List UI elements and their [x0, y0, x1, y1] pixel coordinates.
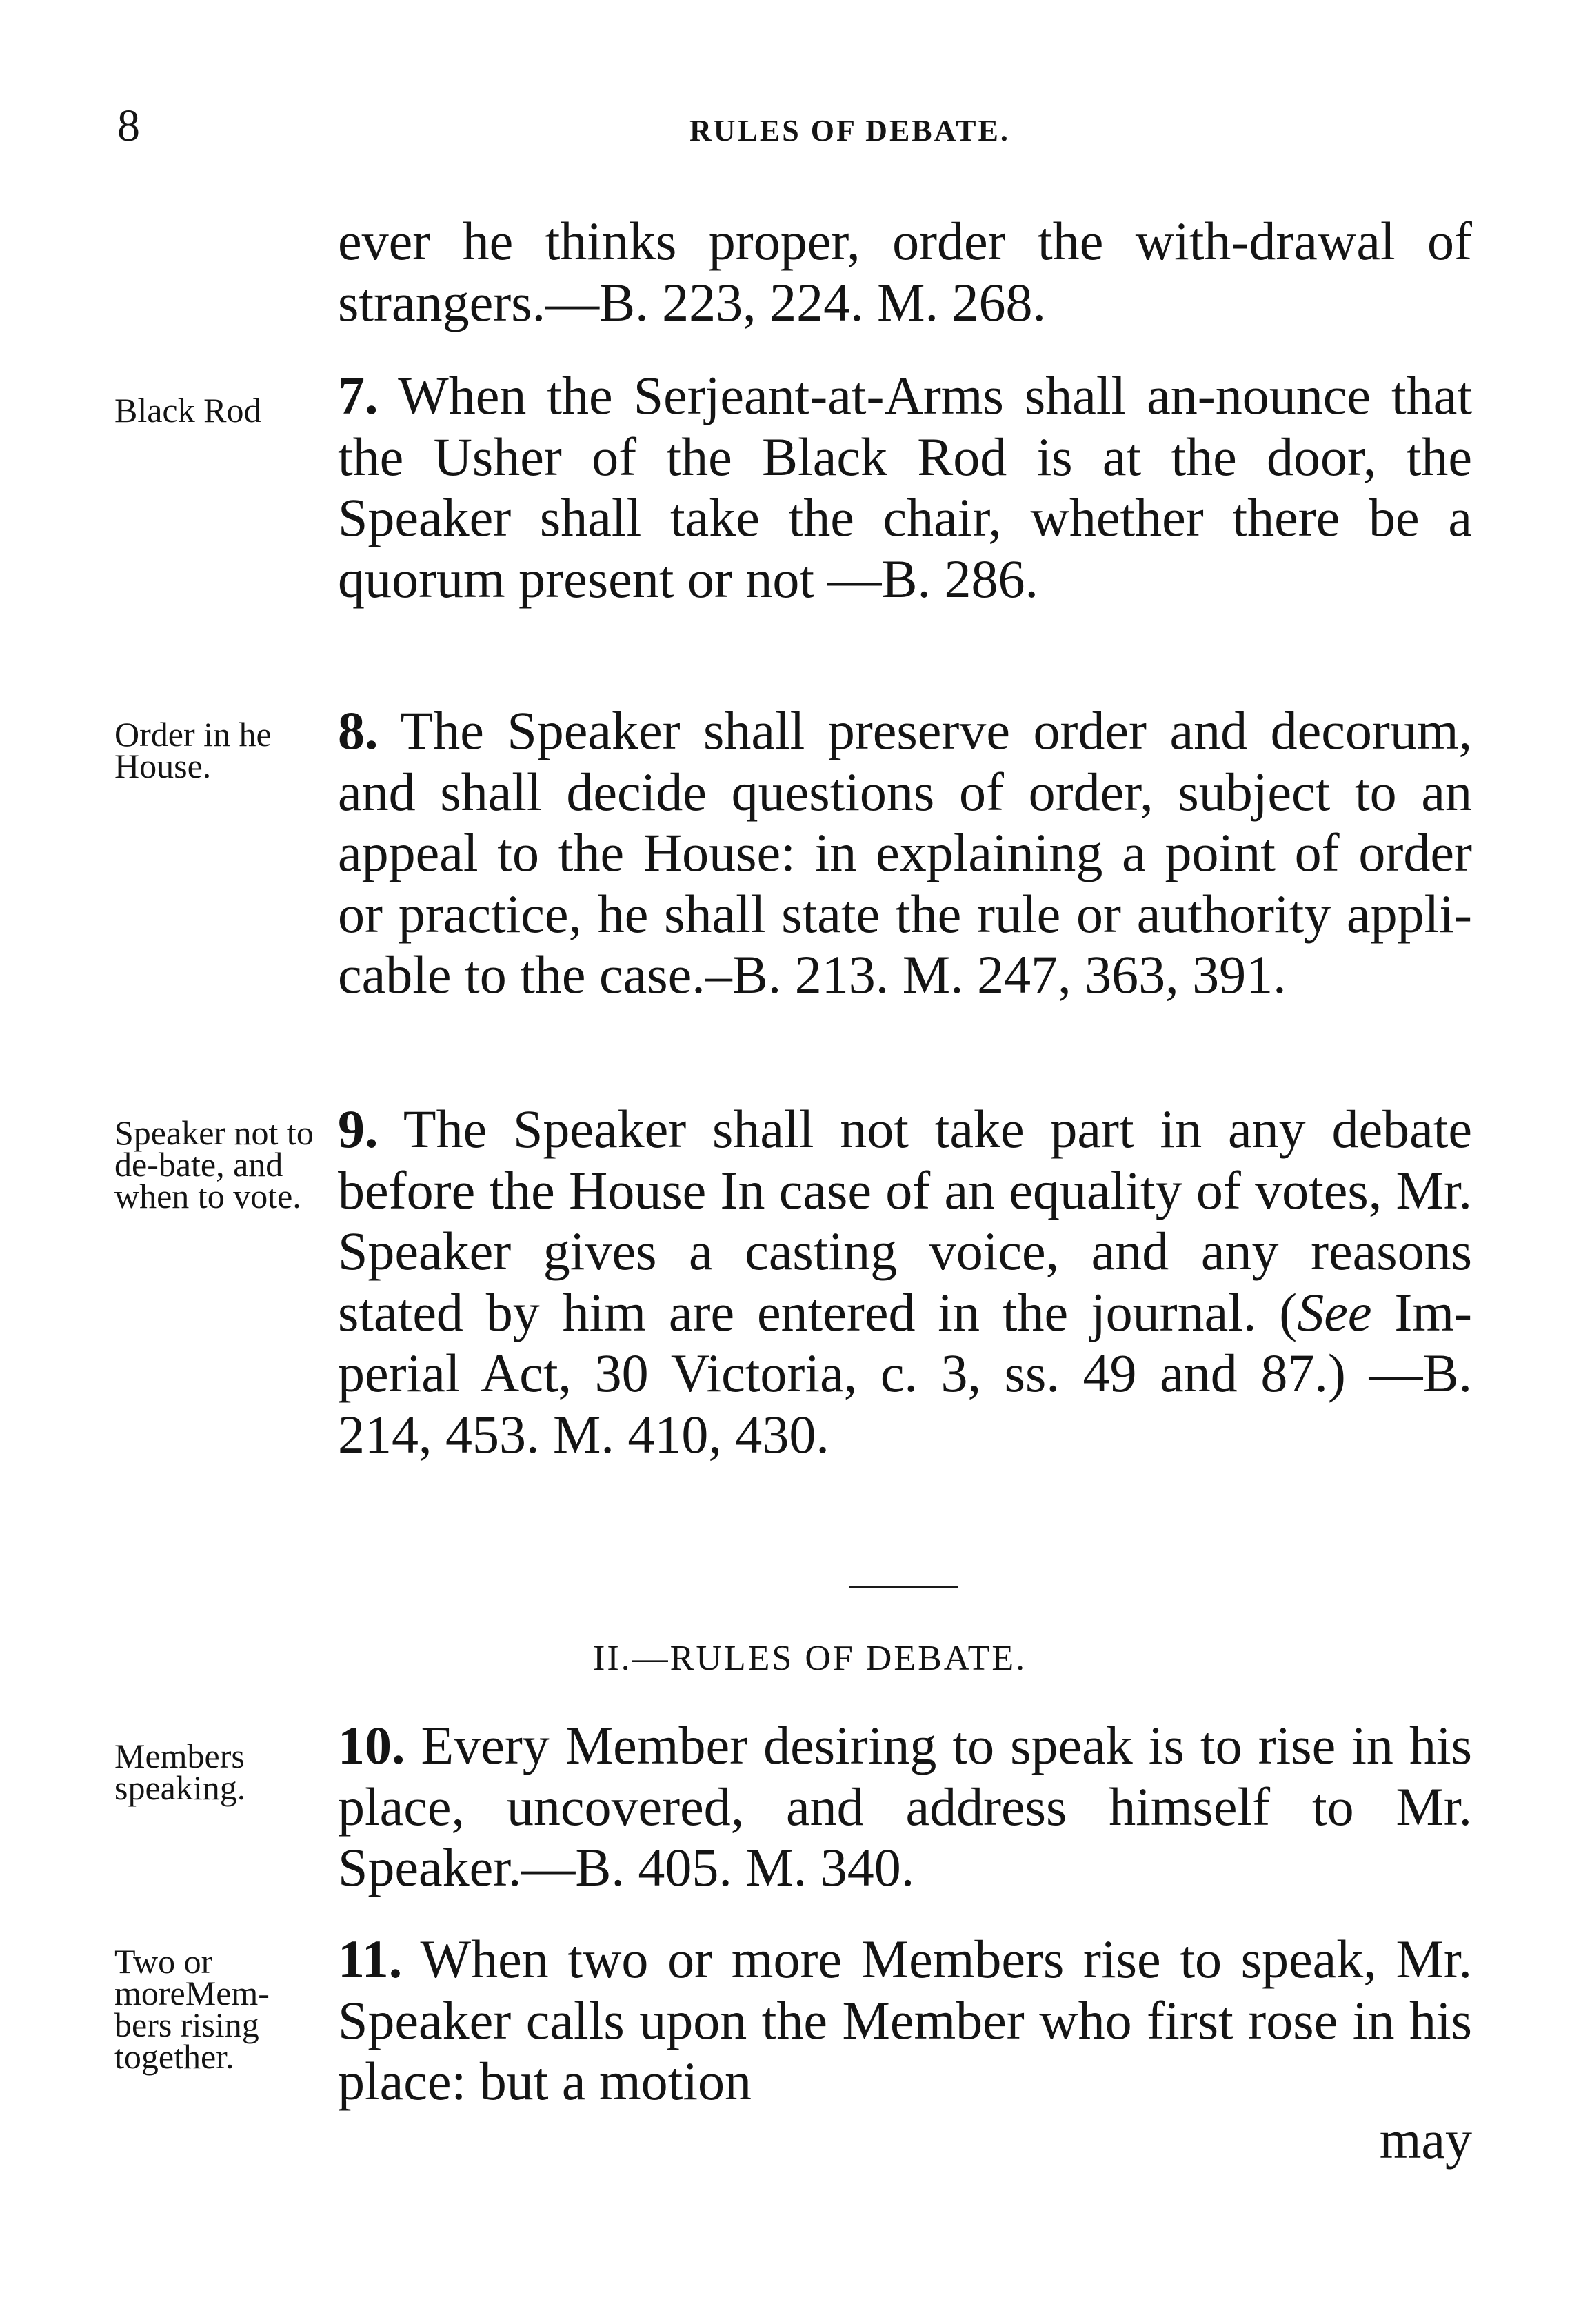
- rule-text: Im-perial Act, 30 Victoria, c. 3, ss. 49 and 87.) —B. 214, 453. M. 410, 430.: [338, 1282, 1472, 1464]
- margin-note-speaker-not-to-debate: Speaker not to de-bate, and when to vote.: [114, 1113, 314, 1215]
- margin-note-order-in-house: Order in he House.: [114, 715, 272, 785]
- running-head: RULES OF DEBATE.: [689, 114, 1010, 148]
- rule-number: 7.: [338, 365, 379, 425]
- rule-text: Every Member desiring to speak is to rise in his place, uncovered, and address himself to Mr. Speaker.—B. 405. M. 340.: [338, 1715, 1472, 1897]
- margin-note-members-speaking: Members speaking.: [114, 1737, 246, 1807]
- rule-11: [338, 1929, 1472, 2112]
- rule-number: 10.: [338, 1715, 405, 1775]
- rule-text: The Speaker shall not take part in any debate before the House In case of an equality of votes, Mr. Speaker gives a casting voice, and any reasons stated by him are entered in the journal. (: [338, 1099, 1472, 1342]
- rule-text: ever he thinks proper, order the with-drawal of strangers.—B. 223, 224. M. 268.: [338, 211, 1472, 332]
- catchword: may: [1379, 2110, 1472, 2170]
- rule-number: 8.: [338, 700, 379, 760]
- rule-8: [338, 700, 1472, 1006]
- margin-note-black-rod: Black Rod: [114, 391, 261, 430]
- rule-text: When two or more Members rise to speak, Mr. Speaker calls upon the Member who first rose in his place: but a motion: [338, 1929, 1472, 2111]
- page-number: 8: [117, 101, 140, 151]
- rule-6-continuation: [338, 211, 1472, 333]
- rule-9: [338, 1099, 1472, 1465]
- rule-text: The Speaker shall preserve order and decorum, and shall decide questions of order, subject to an appeal to the House: in explaining a point of order or practice, he shall state the rule or authority appli-cable to the case.–B. 213. M. 247, 363, 391.: [338, 700, 1472, 1004]
- section-divider-rule: [849, 1586, 958, 1588]
- rule-text: When the Serjeant-at-Arms shall an-nounce that the Usher of the Black Rod is at the door, the Speaker shall take the chair, whether there be a quorum present or not —B. 286.: [338, 365, 1472, 609]
- rule-number: 9.: [338, 1099, 379, 1159]
- rule-number: 11.: [338, 1929, 403, 1989]
- rule-7: [338, 365, 1472, 609]
- margin-note-two-members-rising: Two or moreMem-bers rising together.: [114, 1942, 270, 2076]
- section-heading: II.—RULES OF DEBATE.: [593, 1639, 1027, 1678]
- rule-10: [338, 1715, 1472, 1899]
- rule-text-italic: See: [1297, 1282, 1372, 1342]
